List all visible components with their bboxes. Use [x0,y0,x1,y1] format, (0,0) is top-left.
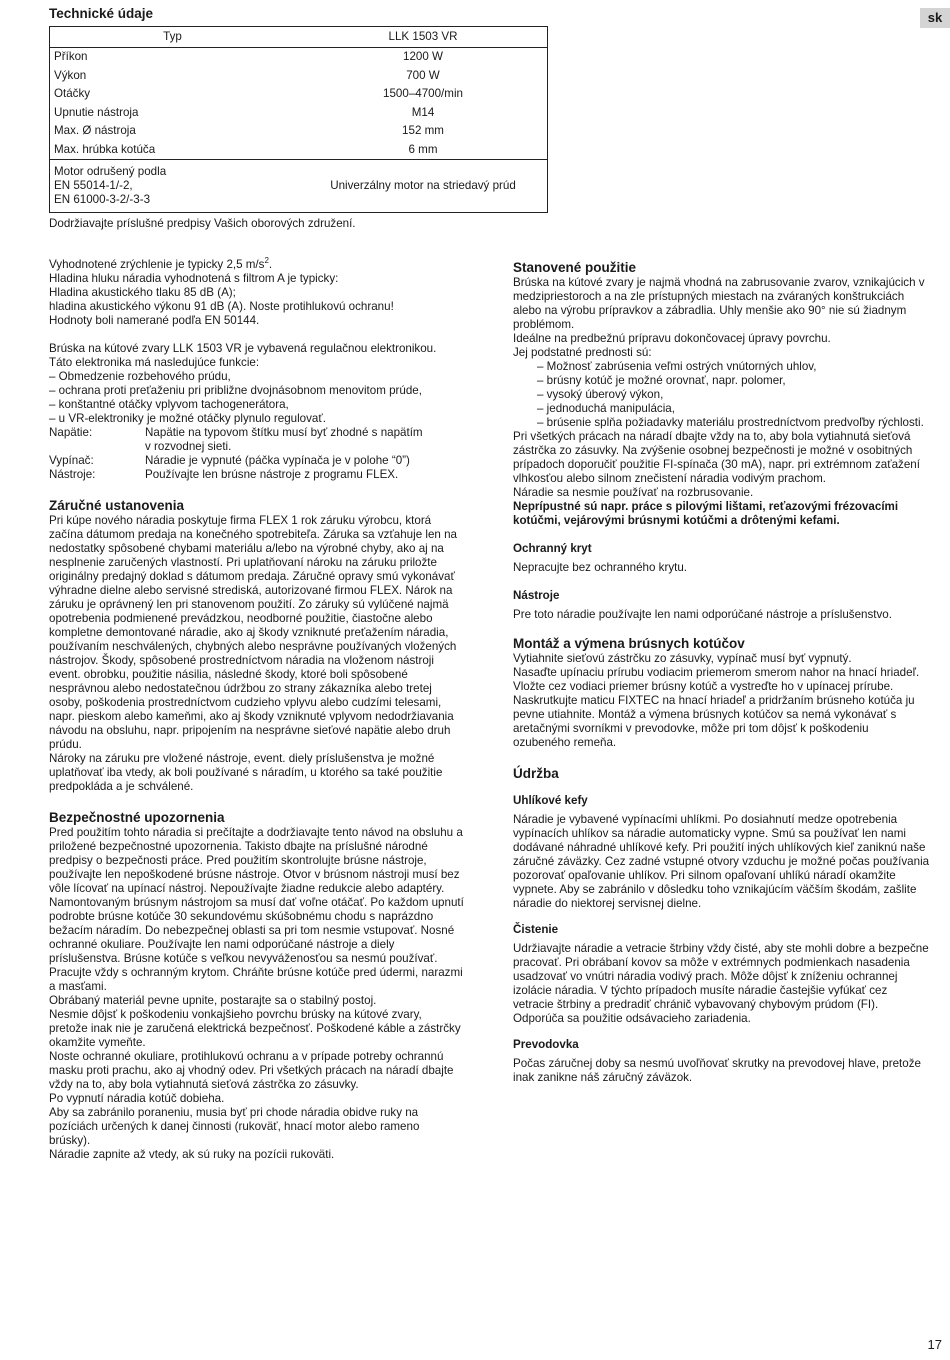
electronics-lines [49,342,489,426]
safety-line: Pred použitím tohto náradia si prečítajte a dodržiavajte tento návod na obsluhu a [49,826,463,839]
definition-list [49,426,489,482]
safety-line: vôle lícovať na upínací nástroj. Nepoužívajte žiadne redukcie alebo adaptéry. [49,882,445,895]
safety-title: Bezpečnostné upozornenia [49,810,225,825]
cleaning-title: Čistenie [513,923,559,936]
brushes-line: dodávané náhradné uhlíkové kefy. Pri použití iných uhlíkových kieľ zaniknú naše [513,841,926,854]
spec-label: Upnutie nástroja [54,105,139,119]
brushes-line: vypínacích uhlíkov sa náradie automaticky vypne. Smú sa používať len nami [513,827,906,840]
spec-table [49,26,548,213]
warranty-lines [49,514,489,794]
electronics-line: – u VR-elektroniky je možné otáčky plynulo regulovať. [49,412,326,425]
spec-row [50,122,548,141]
intended-use-line: Jej podstatné prednosti sú: [513,346,652,359]
intended-use-line: Ideálne na predbežnú prípravu dokončovacej úpravy povrchu. [513,332,831,345]
cleaning-line: Odporúča sa použitie odsávacieho zariadenia. [513,1012,751,1025]
motor-label-line: EN 61000-3-2/-3-3 [54,193,151,206]
guard-text: Nepracujte bez ochranného krytu. [513,561,688,574]
brushes-line: vypnete. Aby se zabránilo v dôsledku toho vznikajúcím väčším škodám, zašlite [513,883,917,896]
definition-desc-line: Napätie na typovom štítku musí byť zhodné s napätím [145,426,423,439]
page-number: 17 [927,1337,942,1352]
spec-row [50,67,548,86]
definition-desc-line: Používajte len brúsne nástroje z programu FLEX. [145,468,399,481]
left-column [49,258,489,1162]
spec-value: 1500–4700/min [383,87,463,101]
vibration-text: Vyhodnotené zrýchlenie je typicky 2,5 m/s [49,258,265,271]
gearbox-title: Prevodovka [513,1038,579,1051]
noise-line: Hladina akustického tlaku 85 dB (A); [49,286,236,299]
warranty-title: Záručné ustanovenia [49,498,185,513]
definition-term: Vypínač: [49,454,94,467]
maintenance-title: Údržba [513,766,559,781]
electronics-line: Brúska na kútové zvary LLK 1503 VR je vybavená regulačnou elektronikou. [49,342,437,355]
safety-line: Aby sa zabránilo poraneniu, musia byť pri chode náradia obidve ruky na [49,1106,419,1119]
vibration-sup: 2 [264,256,269,266]
safety-line: Obrábaný materiál pevne upnite, postarajte sa o stabilný postoj. [49,994,377,1007]
noise-line: Hladina hluku náradia vyhodnotená s filtrom A je typicky: [49,272,339,285]
definition-row [49,426,489,454]
spec-label: Příkon [54,50,88,64]
spec-label: Výkon [54,68,87,82]
tools-title: Nástroje [513,589,560,602]
warranty-line: výhradne dielne alebo servisné strediská, autorizované firmou FLEX. Nárok na [49,584,453,597]
definition-desc [145,454,489,468]
noise-line: hladina akustického výkonu 91 dB (A). Noste protihlukovú ochranu! [49,300,394,313]
spec-label: Max. hrúbka kotúča [54,142,156,156]
intended-use-line: Pri všetkých prácach na náradí dbajte vždy na to, aby bola vytiahnutá sieťová [513,430,911,443]
warranty-line: nedostatky spôsobené chybami materiálu a/lebo na výrobné chyby, ako aj na [49,542,444,555]
safety-line: priložené bezpečnostné upozornenia. Takisto dbajte na príslušné národné [49,840,428,853]
safety-line: podrobte brúsne kotúče 30 sekundovému skúšobnému chodu s naprázdno [49,910,434,923]
definition-row [49,454,489,468]
brushes-line: pozorovať opaľovanie uhlíkov. Pri silnom opaľovaní uhlíkú náradí okamžite [513,869,896,882]
mounting-line: pevne utiahnite. Montáž a výmena brúsnych kotúčov sa nemá vykonávať s [513,708,897,721]
electronics-line: Táto elektronika má nasledujúce funkcie: [49,356,260,369]
spec-row [50,48,548,67]
advantage-item: – Možnosť zabrúsenia veľmi ostrých vnútorných uhlov, [537,360,817,373]
prohibited-lines [513,500,949,528]
spec-motor-value: Univerzálny motor na striedavý prúd [299,160,548,213]
advantage-item: – vysoký úberový výkon, [537,388,664,401]
advantage-item: – brúsny kotúč je možné orovnať, napr. polomer, [537,374,786,387]
electronics-section [49,342,489,482]
mounting-lines [513,652,949,750]
safety-line: pozíciách určených k danej činnosti (rukoväť, hnací motor alebo rameno [49,1120,420,1133]
noise-section [49,258,489,328]
safety-line: Náradie zapnite až vtedy, ak sú ruky na pozícii rukoväti. [49,1148,335,1161]
intended-use-line: alebo na výrobu prípravkov a zábradlia. Uhly menšie ako 90° nie sú žiadnym [513,304,907,317]
spec-value: 700 W [406,68,440,82]
safety-line: príslušenstva. Brúsne kotúče s veľkou nevyváženosťou sa nesmú používať. [49,952,438,965]
warranty-line: používaním neschválených, chybných alebo nesprávne používaných vložených [49,640,457,653]
intended-use-line: medzipriestoroch a na zle prístupných miestach na zváraných konštrukciách [513,290,905,303]
warranty-line: originálny predajný doklad s dátumom predaja. Záručné opravy smú vykonávať [49,570,455,583]
warranty-line: prúdu. [49,738,82,751]
spec-value: 6 mm [408,142,438,156]
safety-line: Po vypnutí náradia kotúč dobieha. [49,1092,225,1105]
brushes-title: Uhlíkové kefy [513,794,588,807]
warranty-line: začína dátumom predaja na konečného spotrebiteľa. Záruka sa vzťahuje len na [49,528,457,541]
spec-row [50,141,548,160]
intended-use-line: prípadoch doporučiť použitie FI-spínača (30 mA), napr. pri extrémnom zaťažení [513,458,920,471]
mounting-line: Naskrutkujte maticu FIXTEC na hnací hriadeľ a pridržaním brúsneho kotúča ju [513,694,915,707]
noise-lines [49,272,489,328]
gearbox-lines [513,1057,949,1085]
advantage-item: – brúsenie splňa požiadavky materiálu prostredníctvom predvoľby rýchlosti. [537,416,924,429]
warranty-line: kompletne demontované náradie, ako aj škody vzniknuté preťažením náradia, [49,626,449,639]
safety-line: používajte len nepoškodené brúsne nástroje. Otvor v brúsnom nástroji musí bez [49,868,460,881]
warranty-line: Pri kúpe nového náradia poskytuje firma FLEX 1 rok záruku výrobcu, ktorá [49,514,432,527]
definition-row [49,468,489,482]
safety-line: brúsky). [49,1134,91,1147]
warranty-line: uplatňovať iba vtedy, ak boli používané s náradím, u ktorého sa také použitie [49,766,443,779]
definition-desc-line: Náradie je vypnuté (páčka vypínača je v polohe “0”) [145,454,410,467]
cleaning-lines [513,942,949,1026]
warranty-line: návodu na obsluhu, napr. pripojením na nesprávne sieťové napätie alebo druh [49,724,451,737]
language-badge: sk [920,8,950,28]
spec-value: 152 mm [402,124,444,138]
definition-term: Napätie: [49,426,93,439]
cleaning-line: izolácie náradia. V týchto prípadoch musíte náradie častejšie vyfúkať cez [513,984,888,997]
warranty-line: Nároky na záruku pre vložené nástroje, event. diely príslušenstva je možné [49,752,435,765]
advantage-items [513,360,949,430]
definition-desc [145,426,489,454]
spec-value: M14 [411,105,435,119]
warranty-line: záruku je oprávnený len pri stanovenom použití. Zo záruky sú vylúčené najmä [49,598,449,611]
specs-title: Technické údaje [49,6,154,21]
gearbox-line: Počas záručnej doby sa nesmú uvoľňovať skrutky na prevodovej hlave, pretože [513,1057,921,1070]
tools-text: Pre toto náradie používajte len nami odporúčané nástroje a príslušenstvo. [513,608,892,621]
safety-lines [49,826,489,1162]
intended-use-line: zástrčka zo zásuvky. Na zvýšenie osobnej bezpečnosti je možné v osobitných [513,444,913,457]
warranty-line: napr. pieskom alebo kameňmi, ako aj škody vzniknuté vplyvom nedodržiavania [49,710,454,723]
cleaning-line: usadzovať vo vnútri náradia vodivý prach. Môže dôjsť k zníženiu ochrannej [513,970,898,983]
safety-line: a masťami. [49,980,107,993]
motor-label-line: Motor odrušený podla [54,165,167,178]
warranty-line: predpokláda a je schválené. [49,780,194,793]
safety-line: bežacím náradím. Do nebezpečnej oblasti sa pri tom nesmie vstupovať. Nosné [49,924,455,937]
safety-line: pretože inak nie je zaručená elektrická bezpečnosť. Poškodené káble a zástrčky [49,1022,461,1035]
spec-header-value: LLK 1503 VR [299,27,548,48]
cleaning-line: Udržiavajte náradie a vetracie štrbiny vždy čisté, aby ste mohli dobre a bezpečne [513,942,929,955]
warranty-line: nástrojov. Škody, spôsobené prostredníctvom náradia na vloženom nástroji [49,654,434,667]
spec-label: Otáčky [54,87,91,101]
safety-line: Nesmie dôjsť k poškodeniu vonkajšieho povrchu brúsky na kútové zvary, [49,1008,422,1021]
intended-use-title: Stanovené použitie [513,260,637,275]
guard-title: Ochranný kryt [513,542,592,555]
intended-use-line: problémom. [513,318,575,331]
safety-line: masku proti prachu, ako aj vhodný odev. Pri všetkých prácach na náradí dbajte [49,1064,454,1077]
warranty-line: nesprávnou alebo nedostatečnou údržbou zo strany zákazníka alebo tretej [49,682,432,695]
compliance-note: Dodržiavajte príslušné predpisy Vašich oborových združení. [49,217,356,230]
noise-line: Hodnoty boli namerané podľa EN 50144. [49,314,260,327]
spec-header-label: Typ [50,27,300,48]
mounting-title: Montáž a výmena brúsnych kotúčov [513,636,745,651]
safety-line: ochranné okuliare. Používajte len nami odporúčané nástroje a diely [49,938,395,951]
cleaning-line: pracovať. Pri obrábaní kovov sa môže v extrémnych podmienkach nasadenia [513,956,910,969]
safety-line: Noste ochranné okuliare, protihlukovú ochranu a v prípade potreby ochrannú [49,1050,444,1063]
definition-desc [145,468,489,482]
spec-row [50,104,548,123]
mounting-line: Vytiahnite sieťovú zástrčku zo zásuvky, vypínač musí byť vypnutý. [513,652,852,665]
safety-line: Pracujte vždy s ochranným krytom. Chráňte brúsne kotúče pred údermi, narazmi [49,966,463,979]
vibration-line [49,258,489,272]
cleaning-line: vetracie štrbiny a predradiť chránič vybavovaný chybovým prúdom (FI). [513,998,879,1011]
motor-label-line: EN 55014-1/-2, [54,179,133,192]
advantage-item: – jednoduchá manipulácia, [537,402,675,415]
electronics-line: – konštantné otáčky vplyvom tachogenerátora, [49,398,289,411]
safety-line: Namontovaným brúsnym nástrojom sa musí dať voľne otáčať. Po každom upnutí [49,896,464,909]
definition-desc-line: v rozvodnej sieti. [145,440,232,453]
electronics-line: – ochrana proti preťaženiu pri približne dvojnásobnom menovitom prúde, [49,384,422,397]
mounting-line: ozubeného remeňa. [513,736,617,749]
gearbox-line: inak zanikne náš záručný záväzok. [513,1071,693,1084]
safety-line: predpisy o bezpečnosti práce. Pred použitím skontrolujte brúsne nástroje, [49,854,427,867]
brushes-line: záručné záväzky. Cez zadné vstupné otvory vzduchu je možné počas používania [513,855,930,868]
safety-line: okamžite vymeňte. [49,1036,146,1049]
intended-use-line: vlhkosťou alebo silnom znečistení náradia vodivým prachom. [513,472,827,485]
intended-use-lines [513,276,949,360]
warranty-line: nesplnenie zaručených vlastností. Pri uplatňovaní nároku na záruku priložte [49,556,437,569]
warranty-line: osoby, poškodenia prostredníctvom cudzieho vplyvu alebo cudzími telesami, [49,696,442,709]
prohibited-line: kotúčmi, vejárovými brúsnymi kotúčmi a drôtenými kefami. [513,514,840,527]
intended-use-line: Náradie sa nesmie používať na rozbrusovanie. [513,486,754,499]
spec-header-row [50,27,548,48]
warranty-line: opotrebenia podmienené prevádzkou, neodborné použitie, čiastočne alebo [49,612,433,625]
intended-use-lines [513,430,949,500]
spec-motor-row [50,160,548,213]
mounting-line: Vložte cez vodiaci priemer brúsny kotúč a vystreďte ho v upínacej prírube. [513,680,894,693]
brushes-lines [513,813,949,911]
right-column [513,260,949,1085]
brushes-line: náradie do niektorej servisnej dielne. [513,897,702,910]
definition-term: Nástroje: [49,468,96,481]
safety-line: vždy na to, aby bola vytiahnutá sieťová zástrčka zo zásuvky. [49,1078,359,1091]
vibration-end: . [268,258,273,271]
mounting-line: aretačnými svorníkmi v prevodovke, môže pri tom dôjsť k poškodeniu [513,722,869,735]
warranty-line: event. obrobku, použitie násilia, následné škody, ktoré boli spôsobené [49,668,408,681]
prohibited-line: Neprípustné sú napr. práce s pilovými lištami, reťazovými frézovacími [513,500,899,513]
spec-label: Max. Ø nástroja [54,124,136,138]
spec-value: 1200 W [403,50,443,64]
intended-use-line: Brúska na kútové zvary je najmä vhodná na zabrusovanie zvarov, vznikajúcich v [513,276,925,289]
spec-row [50,85,548,104]
spec-motor-label [50,160,300,213]
brushes-line: Náradie je vybavené vypínacími uhlíkmi. Po dosiahnutí medze opotrebenia [513,813,898,826]
mounting-line: Nasaďte upínaciu prírubu vodiacim priemerom smerom nahor na hnací hriadeľ. [513,666,920,679]
electronics-line: – Obmedzenie rozbehového prúdu, [49,370,231,383]
